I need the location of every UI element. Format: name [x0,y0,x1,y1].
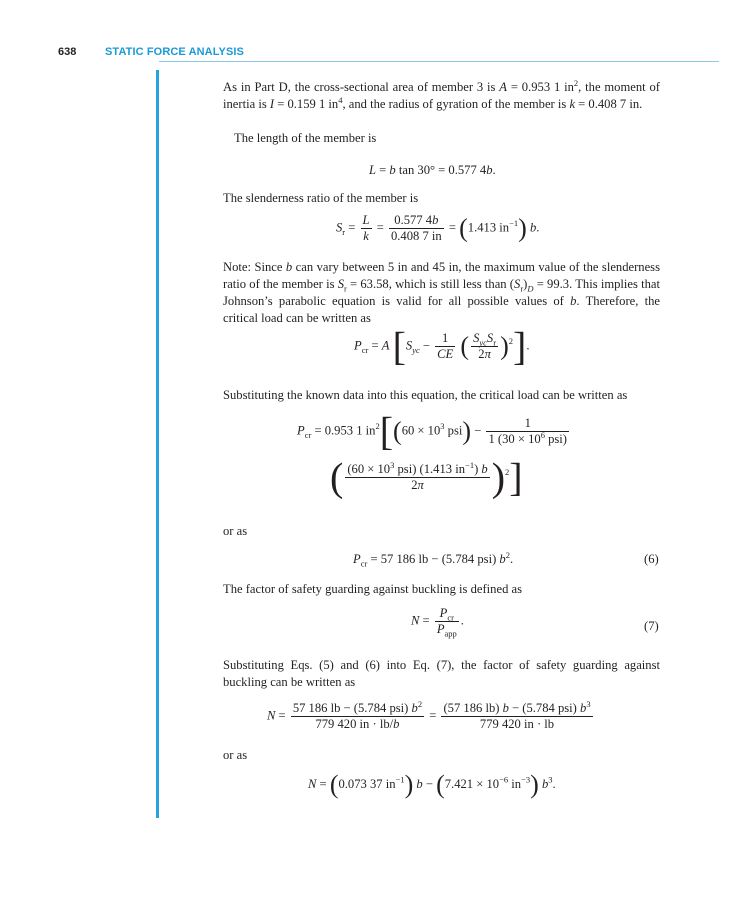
equation-factor-of-safety-final: N = (0.073 37 $in^{-1}$) $b - (7.421 \times 10^{-6}$ $in^{-3}$) $b^3$. [308,770,556,799]
equation-7-number: (7) [644,619,659,633]
equation-6-number: (6) [644,552,659,566]
or-as-2: or as [223,748,248,762]
or-as-1: or as [223,524,248,538]
equation-6: $P_{cr} = 57$ 186 lb − (5.784 psi) $b^2$. [353,549,514,569]
paragraph-slenderness-intro: The slenderness ratio of the member is [223,191,419,205]
paragraph-factor-intro: The factor of safety guarding against buckling is defined as [223,582,523,596]
paragraph-substitute: Substituting the known data into this equation, the critical load can be written as [223,388,628,402]
running-head: STATIC FORCE ANALYSIS [105,46,244,58]
paragraph-length-intro: The length of the member is [234,131,377,145]
page-number: 638 [58,46,77,58]
equation-critical-load-line1: $P_{cr} = 0.953$ 1 $in^2[(60 \times 10^3$ psi) − $\frac{1}{1 (30 \times 10^6 psi)}$ [297,408,567,454]
equation-johnson: $P_{cr} = A$ [$S_{yc}$ − $\frac{1}{CE}$ ( $\frac{S_{yc}S_r}{2\pi}$ )$^2$]. [354,323,530,369]
page-header [58,46,662,62]
paragraph-note: Note: Since b can vary between 5 in and 45 in, the maximum value of the slenderness ratio of the member is $S_r = 63.58$, which is still less than $(S_r)_D = 99.3$. This implies that Johnson’s parabolic equation is valid for all possible values of b. Therefore, the critical load can be written as [223,260,660,325]
equation-7: N = $\frac{P_{cr}}{P_{app}}$ . [411,606,464,639]
margin-bar [156,70,159,818]
header-rule [159,61,719,62]
equation-length: L = b tan 30° = 0.577 4b. [369,163,496,177]
equation-critical-load-line2: ( $\frac{(60 \times 10^3 psi) (1.413 in^{-1}) b}{2\pi}$ )$^2$] [330,454,523,500]
paragraph-area: As in Part D, the cross-sectional area of member 3 is A = 0.953 1 $in^2$, the moment of inertia is I = 0.159 1 $in^4$, and the radius of gyration of the member is k = 0.408 7 in. [223,77,660,111]
equation-slenderness: $S_r$ = $\frac{L}{k}$ = $\frac{0.577 4b}{0.408 7 in}$ = (1.413 $in^{-1}$) b. [336,213,540,243]
paragraph-substitute-eqs: Substituting Eqs. (5) and (6) into Eq. (7), the factor of safety guarding against buckling can be written as [223,658,660,689]
equation-factor-of-safety: N = $\frac{57 186 lb - (5.784 psi) b^2}{779 420 in \cdot lb/b}$ = $\frac{(57 186 lb) b - (5.784 psi) b^3}{779 420 in \cdot lb}$ [267,698,591,731]
